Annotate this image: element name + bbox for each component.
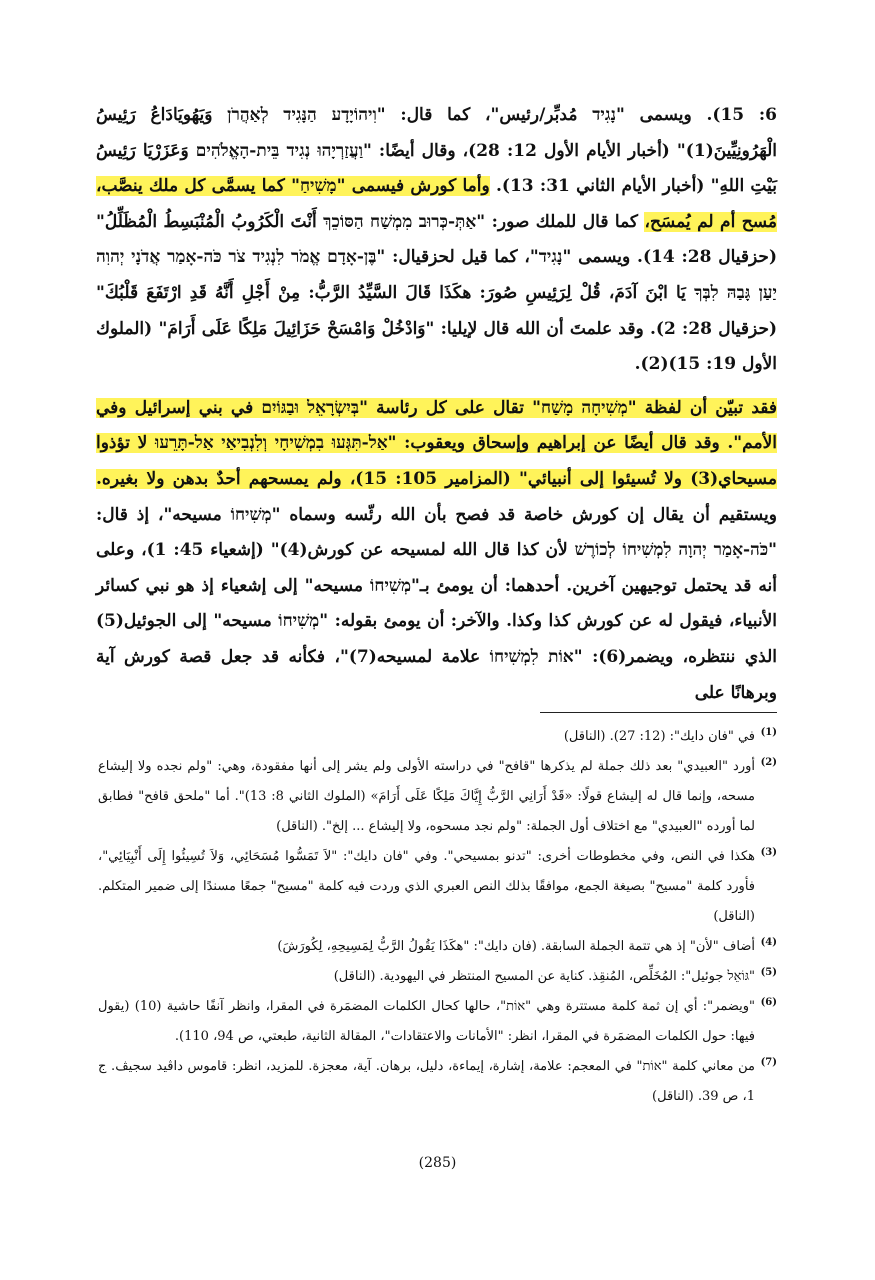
footnote [98,962,777,992]
footnote-number: (5) [760,967,777,978]
footnote [98,1052,777,1112]
footnote-text: "ويضمر": أي إن ثمة كلمة مستترة وهي "אוֹת"، حالها كحال الكلمات المضمَرة في المقرا، وانظر آنفًا حاشية (10) (يقول فيها: حول الكلمات المضمَرة في المقرا، انظر: "الأمانات والاعتقادات"، المقالة الثانية، طبعتي، ص 94، 110). [98,999,756,1044]
footnote [98,932,777,962]
footnote-text: في "فان دايك": (12: 27). (الناقل) [563,729,755,744]
paragraph-1-continuation: كما قال للملك صور: "אַתְּ-כְּרוּב מִמְשַׁח הַסּוֹכֵךְ أَنْتَ الْكَرُوبُ الْمُنْبَسِطُ الْمُظَلِّلُ" (حزقيال 28: 14). ويسمى "נָגִיד"، كما قيل لحزقيال: "בֶּן-אָדָם אֱמֹר לִנְגִיד צֹר כֹּה-אָמַר אֲדֹנָי יְהוִה יַעַן גָּבַהּ לִבְּךָ يَا ابْنَ آدَمَ، قُلْ لِرَئِيسِ صُورَ: هكَذَا قَالَ السَّيِّدُ الرَّبُّ: مِنْ أَجْلِ أَنَّهُ قَدِ ارْتَفَعَ قَلْبُكَ" (حزقيال 28: 2). وقد علمتَ أن الله قال لإيليا: "وَادْخُلْ وَامْسَحْ حَزَائِيلَ مَلِكًا عَلَى أَرَامَ" (الملوك الأول 19: 15)(2). [96,211,777,375]
paragraph-1-text: 6: 15). ويسمى "נָגִיד مُدبِّر/رئيس"، كما قال: "וִיהוֹיָדָע הַנָּגִיד לְאַהֲרֹן وَيَهُويَادَاعُ رَئِيسُ الْهَرُونِيِّينَ(1)" (أخبار الأيام الأول 12: 28)، وقال أيضًا: "וַעֲזַרְיָהוּ נְגִיד בֵּית-הָאֱלֹהִים وَعَزَرْيَا رَئِيسُ بَيْتِ اللهِ" (أخبار الأيام الثاني 31: 13). [96,105,777,197]
footnote [98,752,777,842]
footnote [98,722,777,752]
footnote-number: (1) [760,727,777,738]
footnote-separator [540,712,777,713]
footnotes [98,722,777,1112]
footnote-text: "גּוֹאֵל جوئيل": المُخَلِّص، المُنقِذ. كناية عن المسيح المنتظر في اليهودية. (الناقل) [333,969,755,984]
footnote-number: (4) [760,937,777,948]
footnote-text: من معاني كلمة "אוֹת" في المعجم: علامة، إشارة، إيماءة، دليل، برهان. آية، معجزة. للمزيد، انظر: قاموس داڤيد سجيڤ. ج 1، ص 39. (الناقل) [98,1059,755,1104]
footnote [98,842,777,932]
footnote [98,992,777,1052]
footnote-text: هكذا في النص، وفي مخطوطات أخرى: "تدنو بمسيحي". وفي "فان دايك": "لاَ تَمَسُّوا مُسَحَائِي، وَلاَ تُسِيئُوا إِلَى أَنْبِيَائِي"، فأورد كلمة "مسيح" بصيغة الجمع، موافقًا بذلك النص العبري الذي وردت فيه كلمة "مسيح" جمعًا مسندًا إلى ضمير المتكلم. (الناقل) [98,849,755,924]
highlighted-passage-1: وأما كورش فيسمى "מָשִׁיחַ" كما يسمَّى كل ملك ينصَّب، مُسح أم لم يُمسَح، [96,176,777,232]
footnote-number: (7) [760,1057,777,1068]
footnote-text: أضاف "لأن" إذ هي تتمة الجملة السابقة. (فان دايك": "هكَذَا يَقُولُ الرَّبُّ لِمَسِيحِهِ، لِكُورَشَ) [277,939,755,954]
footnote-number: (2) [760,757,777,768]
highlighted-passage-2: فقد تبيّن أن لفظة "מְשִׁיחָה מָשַׁח" تقال على كل رئاسة "בְּיִשְׂרָאֵל וּבַגּוֹיִם في بني إسرائيل وفي الأمم". وقد قال أيضًا عن إبراهيم وإسحاق ويعقوب: "אַל-תִּגְּעוּ בִמְשִׁיחָי וְלִנְבִיאַי אַל-תָּרֵעוּ لا تؤذوا مسيحاي(3) ولا تُسيئوا إلى أنبيائي" (المزامير 105: 15)، ولم يمسحهم أحدٌ بدهن ولا بغيره. [96,397,778,489]
page-number: (285) [418,1155,457,1171]
paragraph-2 [96,391,777,711]
main-text [96,98,777,711]
footnote-text: أورد "العبيدي" بعد ذلك جملة لم يذكرها "قافح" في دراسته الأولى ولم يشر إلى أنها مفقودة، وهي: "ولم نجده ولا إليشاع مسحه، وإنما قال له إليشاع قولًا: «قَدْ أَرَانِي الرَّبُّ إِيَّاكَ مَلِكًا عَلَى أَرَامَ» (الملوك الثاني 8: 13)". أما "ملحق قافح" فطابق لما أورده "العبيدي" مع اختلاف أول الجملة: "ولم نجد مسحوه، ولا إليشاع ... إلخ". (الناقل) [98,759,755,834]
paragraph-1 [96,98,777,383]
footnote-number: (3) [760,847,777,858]
paragraph-2-continuation: ويستقيم أن يقال إن كورش خاصة قد فصح بأن الله رئّسه وسماه "מְשִׁיחוֹ مسيحه"، إذ قال: "כֹּה-אָמַר יְהוָה לִמְשִׁיחוֹ לְכוֹרֶשׁ لأن كذا قال الله لمسيحه عن كورش(4)" (إشعياء 45: 1)، وعلى أنه قد يحتمل توجيهين آخرين. أحدهما: أن يومئ بـ"מְשִׁיחוֹ مسيحه" إلى إشعياء إذ هو نبي كسائر الأنبياء، فيقول له عن كورش كذا وكذا. والآخر: أن يومئ بقوله: "מְשִׁיחוֹ مسيحه" إلى الجوئيل(5) الذي ننتظره، ويضمر(6): "אוֹת לִמְשִׁיחוֹ علامة لمسيحه(7)"، فكأنه قد جعل قصة كورش آية وبرهانًا على [96,504,778,703]
footnote-number: (6) [760,997,777,1008]
